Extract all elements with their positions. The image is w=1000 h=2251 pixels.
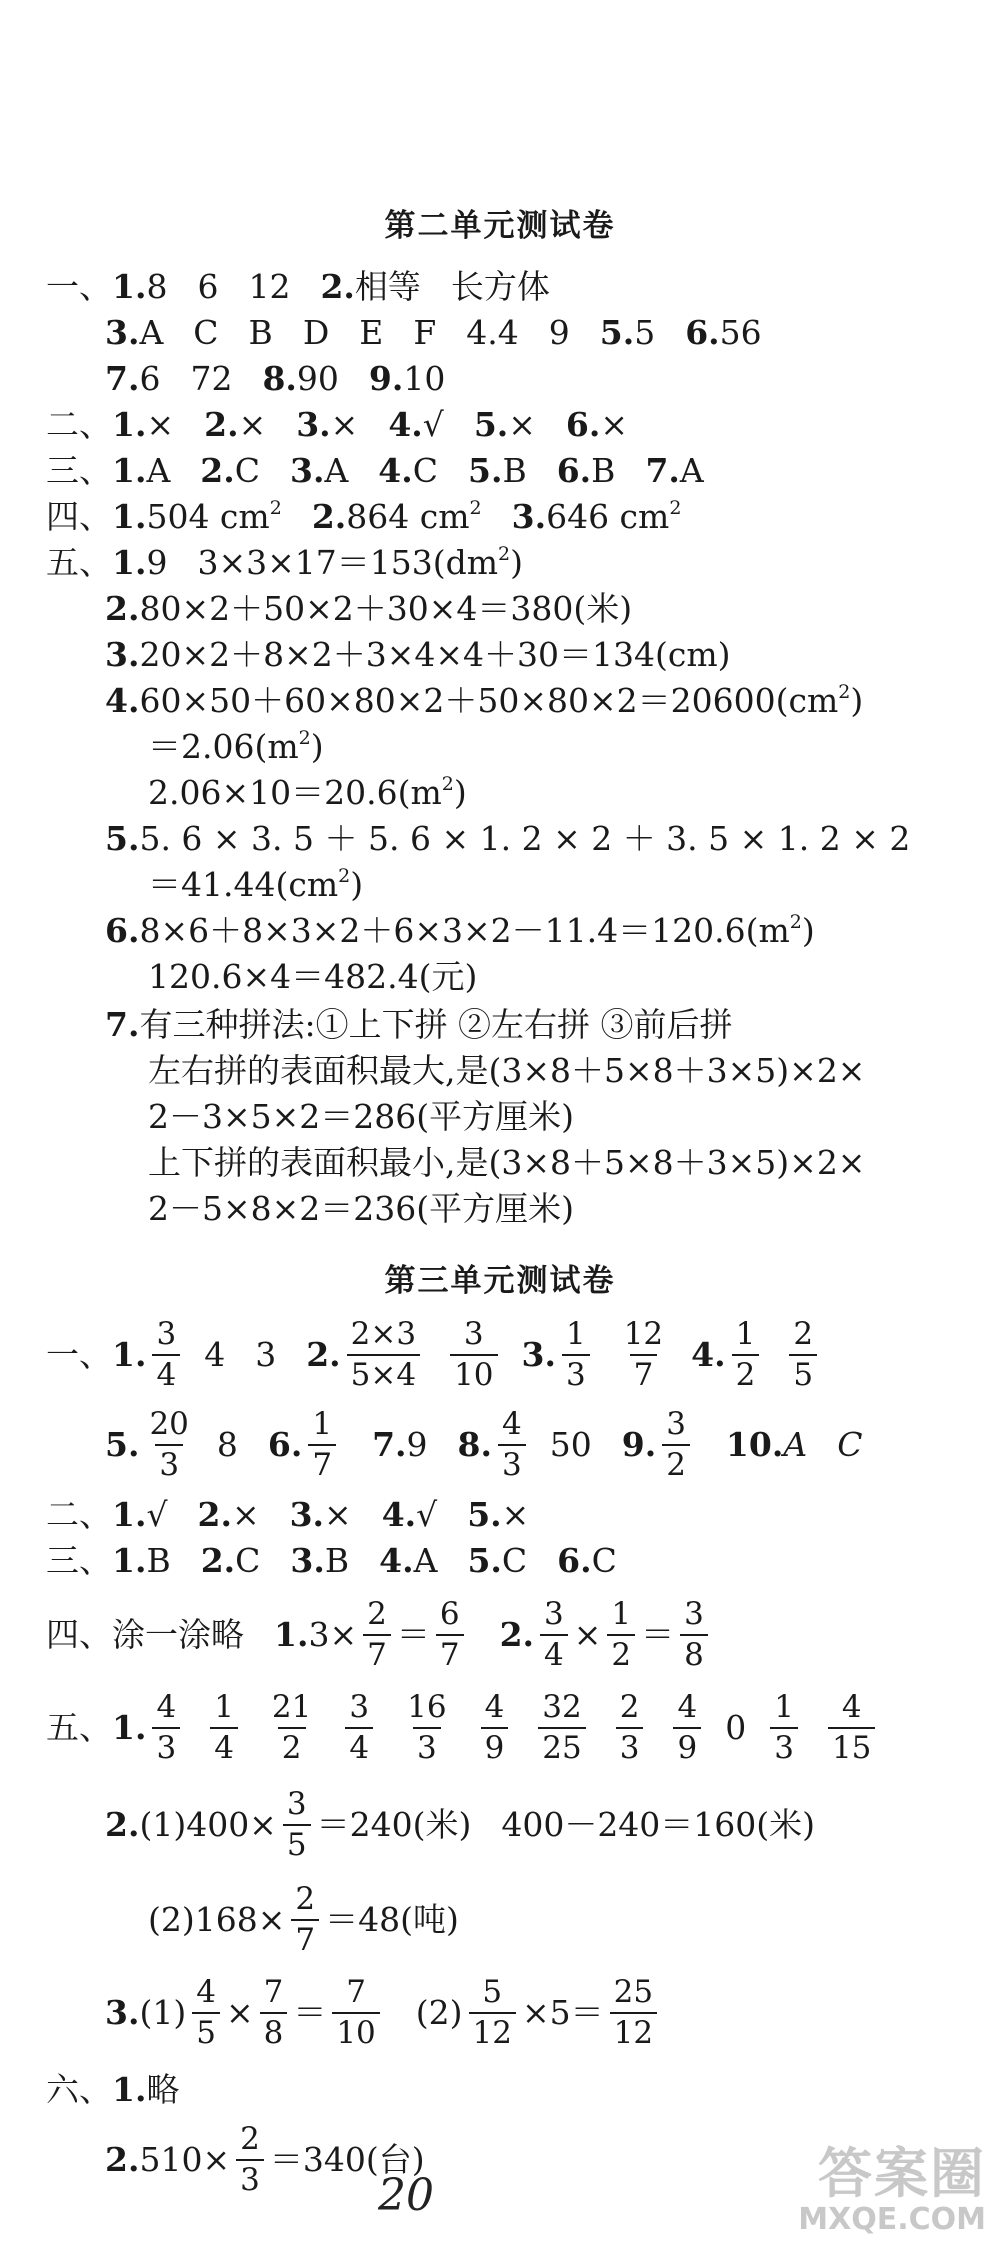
unit3-title: 第三单元测试卷 [384,1263,616,1299]
unit2-s5-q5-l1: 5.5. 6 × 3. 5 ＋ 5. 6 × 1. 2 × 2 ＋ 3. 5 × 1. 2 × 2 [105,819,911,858]
unit3-s4-line: 四、 涂一涂略 1. 3× $\frac{2}{7}$ ＝ 6 7 2. $\frac{3}{4}$ × $\frac{1}{2}$ ＝ 3 8 [46,1585,714,1685]
unit2-s5-q7-l5: 2－5×8×2＝236(平方厘米) [148,1189,575,1228]
unit3-s1-line1: 一、 1. 3 4 4 3 2. 2×3 5×4 3 10 3. 1 3 12 7 4. 1 2 2 5 [46,1305,823,1405]
unit3-s2-line: 二、1.√ 2.× 3.× 4.√ 5.× [46,1495,530,1534]
unit2-s5-q4-l1: $4.60\times 50+60\times 80\times 2+50\times 80\times 2=20600(cm^2)$ [105,681,864,720]
unit2-s5-q3: 3.20×2＋8×2＋3×4×4＋30＝134(cm) [105,635,731,674]
unit2-s5-q7-l1: 7.有三种拼法:①上下拼 ②左右拼 ③前后拼 [105,1005,733,1044]
unit2-s1-line1: 一、1.8 6 12 2.相等 长方体 [46,267,550,306]
unit3-s5-q2-l2: (2)168× $\frac{2}{7}$ ＝48(吨) [148,1881,459,1958]
unit3-s1-line2: 5. 20 3 8 6. 1 7 7. 9 8. 4 3 50 9. 3 2 10. A C [105,1406,863,1483]
unit2-s2-line: 二、1.× 2.× 3.× 4.√ 5.× 6.× [46,405,629,444]
unit2-s1-line3: 7.6 72 8.90 9.10 [105,359,446,398]
unit3-s5-q1: 五、 1. 4 3 1 4 21 2 3 4 16 3 4 9 32 25 2 3 4 9 0 1 3 4 15 [46,1678,881,1778]
unit3-s5-q2-l1: 2. (1)400× $\frac{3}{5}$ ＝240(米) 400－240＝160(米) [105,1786,816,1863]
unit2-s5-q4-l2: $=2.06(m^2)$ [148,727,324,766]
unit2-s5-q1: 五、1.9 $3\times 3\times 17=153(dm^2)$ [46,543,523,582]
unit2-s5-q4-l3: $2.06\times 10=20.6(m^2)$ [148,773,467,812]
unit2-s5-q6-l1: $6.8\times 6+8\times 3\times 2+6\times 3\times 2-11.4=120.6(m^2)$ [105,911,815,950]
unit2-s5-q5-l2: $=41.44(cm^2)$ [148,865,364,904]
unit3-s3-line: 三、1.B 2.C 3.B 4.A 5.C 6.C [46,1541,617,1580]
unit3-s5-q3: 3. (1) $\frac{4}{5}$ × $\frac{7}{8}$ ＝ 7 10 (2) $\frac{5}{12}$ ×5＝ 25 12 [105,1963,663,2063]
unit2-title: 第二单元测试卷 [384,208,616,244]
watermark-logo: 答案圈 MXQE.COM [798,2142,986,2237]
unit2-s1-line2: 3.A C B D E F 4.4 9 5.5 6.56 [105,313,762,352]
unit2-s5-q7-l2: 左右拼的表面积最大,是(3×8＋5×8＋3×5)×2× [148,1051,866,1090]
unit2-s3-line: 三、1.A 2.C 3.A 4.C 5.B 6.B 7.A [46,451,704,490]
unit2-s4-line: 四、1.504 $cm^2$ 2.864 $cm^2$ 3.646 $cm^2$ [46,497,682,536]
unit2-s5-q2: 2.80×2＋50×2＋30×4＝380(米) [105,589,633,628]
page-number: 20 [378,2170,434,2221]
unit2-s5-q7-l4: 上下拼的表面积最小,是(3×8＋5×8＋3×5)×2× [148,1143,866,1182]
unit2-s5-q7-l3: 2－3×5×2＝286(平方厘米) [148,1097,575,1136]
unit3-s6-q2: 2. 510× $\frac{2}{3}$ ＝340(台) [105,2121,425,2198]
unit3-s6-q1: 六、1.略 [46,2070,180,2109]
unit2-s5-q6-l2: 120.6×4＝482.4(元) [148,957,478,996]
